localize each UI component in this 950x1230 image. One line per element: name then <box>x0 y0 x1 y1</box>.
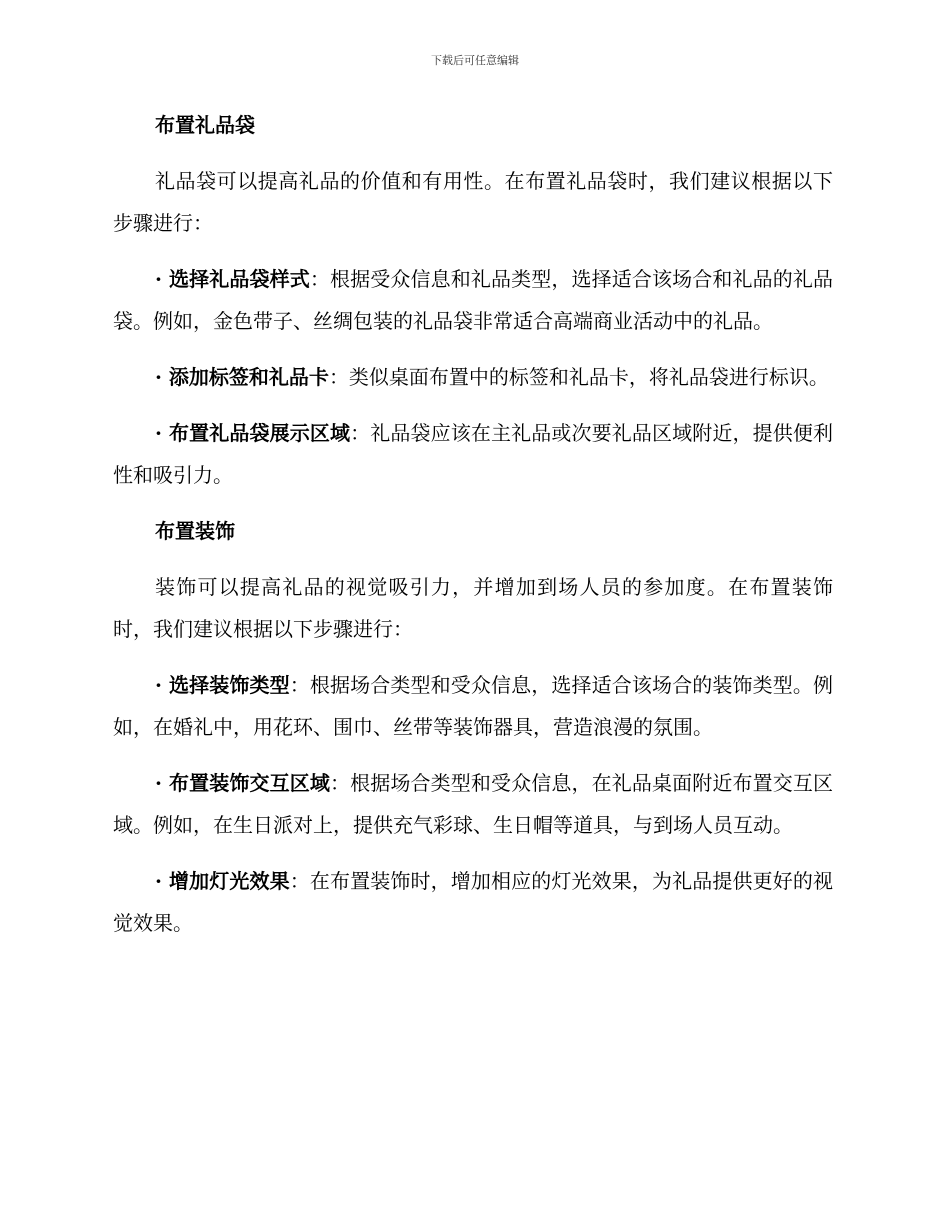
bullet-label: · 增加灯光效果 <box>155 869 290 893</box>
bullet-text: ：类似桌面布置中的标签和礼品卡，将礼品袋进行标识。 <box>328 365 829 389</box>
bullet-text: ：根据场合类型和受众信息，在礼品桌面附近布置交互区域。例如，在生日派对上，提供充气彩球、生日帽等道具，与到场人员互动。 <box>113 771 834 837</box>
bullet-label: · 布置礼品袋展示区域 <box>155 421 351 445</box>
bullet-text: ：根据受众信息和礼品类型，选择适合该场合和礼品的礼品袋。例如，金色带子、丝绸包装的礼品袋非常适合高端商业活动中的礼品。 <box>113 267 833 333</box>
section-heading-decorations: 布置装饰 <box>155 519 235 543</box>
bullet-item <box>113 258 833 342</box>
bullet-text: ：礼品袋应该在主礼品或次要礼品区域附近，提供便利性和吸引力。 <box>113 421 834 487</box>
bullet-item <box>113 762 833 846</box>
bullet-item <box>113 664 833 748</box>
bullet-item <box>113 412 833 496</box>
bullet-label: · 布置装饰交互区域 <box>155 771 331 795</box>
bullet-label: · 选择装饰类型 <box>155 673 290 697</box>
bullet-item <box>113 860 833 944</box>
document-body <box>113 104 833 958</box>
bullet-text: ：根据场合类型和受众信息，选择适合该场合的装饰类型。例如，在婚礼中，用花环、围巾、丝带等装饰器具，营造浪漫的氛围。 <box>113 673 833 739</box>
bullet-text: ：在布置装饰时，增加相应的灯光效果，为礼品提供更好的视觉效果。 <box>113 869 833 935</box>
section-intro-decorations: 装饰可以提高礼品的视觉吸引力，并增加到场人员的参加度。在布置装饰时，我们建议根据以下步骤进行： <box>113 575 833 641</box>
bullet-label: · 添加标签和礼品卡 <box>155 365 329 389</box>
page-header: 下载后可任意编辑 <box>431 54 519 67</box>
section-intro-gift-bags: 礼品袋可以提高礼品的价值和有用性。在布置礼品袋时，我们建议根据以下步骤进行： <box>113 169 833 235</box>
section-heading-gift-bags: 布置礼品袋 <box>155 113 255 137</box>
bullet-label: · 选择礼品袋样式 <box>155 267 310 291</box>
bullet-item <box>113 356 833 398</box>
